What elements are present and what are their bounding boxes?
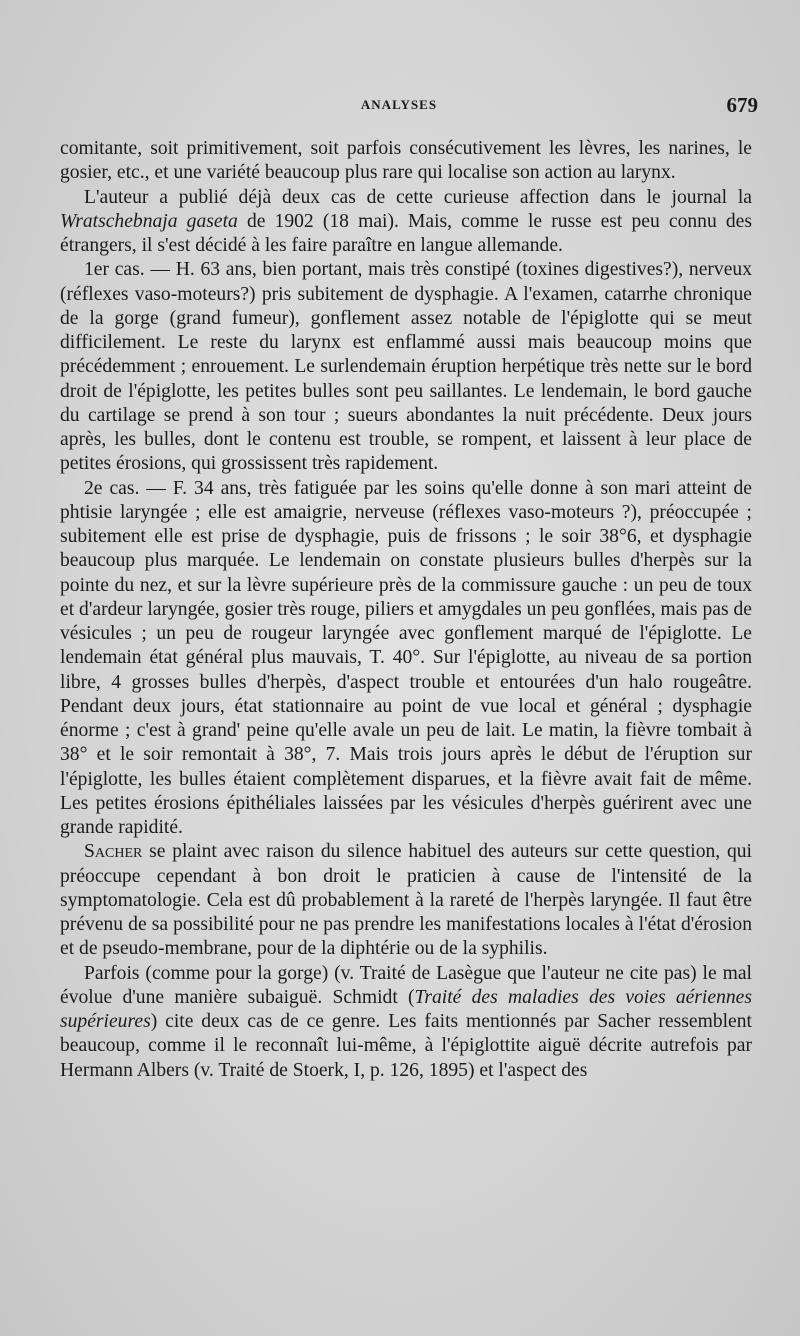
text-run: L'auteur a publié déjà deux cas de cette curieuse affection dans le journal la [84,186,752,208]
body-text [60,137,752,1083]
page-number: 679 [726,93,758,117]
text-run: 2e cas. — F. 34 ans, très fatiguée par les soins qu'elle donne à son mari atteint de phtisie laryngée ; elle est amaigrie, nerveuse (réflexes vaso-moteurs ?), préoccupée ; subitement elle est prise de dysphagie, puis de frissons ; le soir 38°6, et dysphagie beaucoup plus marquée. Le lendemain on constate plusieurs bulles d'herpès sur la pointe du nez, et sur la lèvre supérieure près de la commissure gauche : un peu de toux et d'ardeur laryngée, gosier très rouge, piliers et amygdales un peu gonflées, mais pas de vésicules ; un peu de rougeur laryngée avec gonflement marqué de l'épiglotte. Le lendemain état général plus mauvais, T. 40°. Sur l'épiglotte, au niveau de sa portion libre, 4 grosses bulles d'herpès, d'aspect trouble et entourées d'un halo rougeâtre. Pendant deux jours, état stationnaire au point de vue local et général ; dysphagie énorme ; c'est à grand' peine qu'elle avale un peu de lait. Le matin, la fièvre tombait à 38° et le soir remontait à 38°, 7. Mais trois jours après le début de l'éruption sur l'épiglotte, les bulles étaient complètement disparues, et la fièvre avait fait de même. Les petites érosions épithéliales laissées par les vésicules d'herpès guérirent avec une grande rapidité. [60,477,752,838]
paragraph [60,186,752,259]
running-title: ANALYSES [360,97,438,112]
paragraph [60,258,752,476]
text-run: comitante, soit primitivement, soit parfois consécutivement les lèvres, les narines, le gosier, etc., et une variété beaucoup plus rare qui localise son action au larynx. [60,138,752,184]
text-run: 1er cas. — H. 63 ans, bien portant, mais très constipé (toxines digestives?), nerveux (réflexes vaso-moteurs?) pris subitement de dysphagie. A l'examen, catarrhe chronique de la gorge (grand fumeur), gonflement assez notable de l'épiglotte qui se meut difficilement. Le reste du larynx est enflammé aussi mais beaucoup moins que précédemment ; enrouement. Le surlendemain éruption herpétique très nette sur le bord droit de l'épiglotte, les petites bulles sont peu saillantes. Le lendemain, le bord gauche du cartilage se prend à son tour ; sueurs abondantes la nuit précédente. Deux jours après, les bulles, dont le contenu est trouble, se rompent, et laissent à leur place de petites érosions, qui grossissent très rapidement. [60,259,752,475]
text-run: se plaint avec raison du silence habituel des auteurs sur cette question, qui préoccupe cependant à bon droit le praticien à cause de l'intensité de la symptomatologie. Cela est dû probablement à la rareté de l'herpès laryngée. Il faut être prévenu de sa possibilité pour ne pas prendre les manifestations locales à l'état d'érosion et de pseudo-membrane, pour de la diphtérie ou de la syphilis. [60,841,752,960]
running-head [40,93,758,117]
author-name: Sacher [84,841,143,863]
paragraph [60,137,752,186]
text-run: Parfois (comme pour la gorge) (v. Traité de Lasègue que l'auteur ne cite pas) le mal évolue d'une manière subaiguë. Schmidt ( [60,962,752,1008]
italic-title: Traité des maladies des voies aériennes supérieures [60,986,752,1032]
paragraph [60,962,752,1083]
italic-title: Wratschebnaja gaseta [60,210,238,232]
paragraph [60,477,752,841]
paragraph [60,840,752,961]
text-run: de 1902 (18 mai). Mais, comme le russe est peu connu des étrangers, il s'est décidé à les faire paraître en langue allemande. [60,210,752,256]
text-run: ) cite deux cas de ce genre. Les faits mentionnés par Sacher ressemblent beaucoup, comme il le reconnaît lui-même, à l'épiglottite aiguë décrite autrefois par Hermann Albers (v. Traité de Stoerk, I, p. 126, 1895) et l'aspect des [60,1011,752,1081]
